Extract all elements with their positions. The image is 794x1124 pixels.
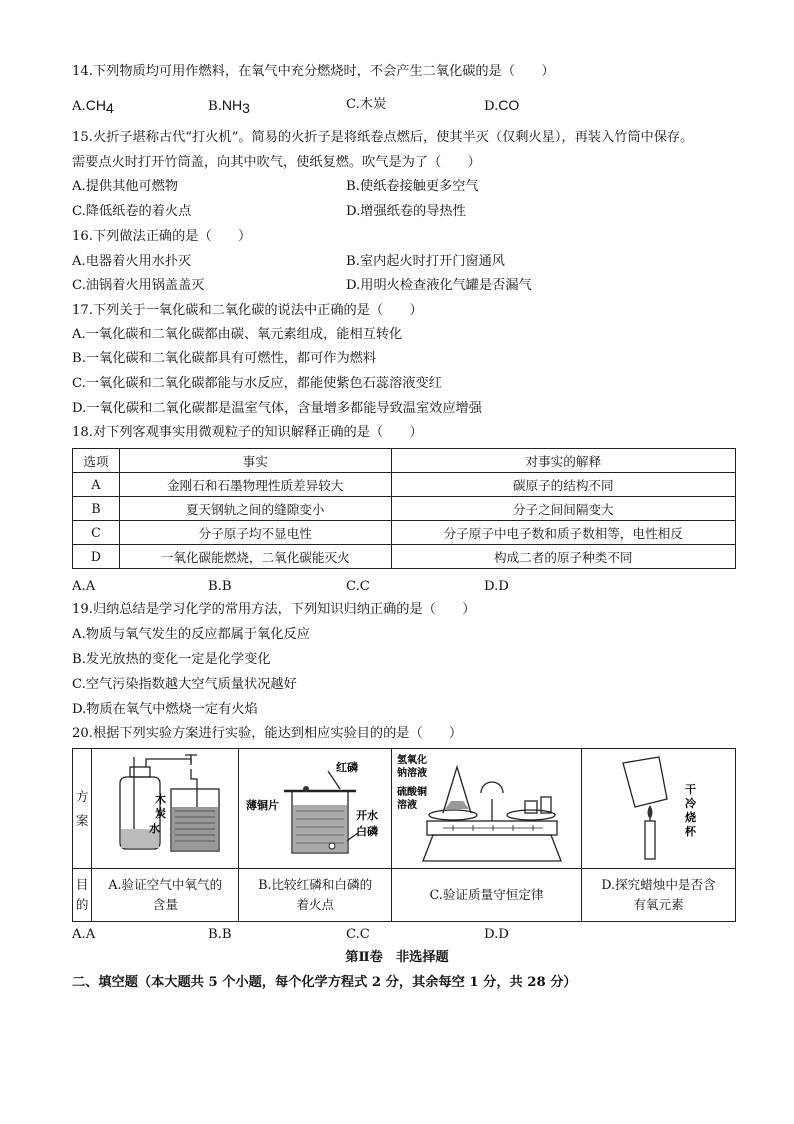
q18-answer-a: A.A	[72, 579, 96, 594]
q18-answer-d: D.D	[484, 579, 509, 594]
q20-table	[72, 748, 736, 922]
q18-cell: 构成二者的原子种类不同	[391, 545, 735, 569]
q18-header-fact: 事实	[119, 449, 391, 473]
apparatus-copper-sheet-icon	[240, 749, 391, 865]
table-row	[73, 473, 736, 497]
q20-figure-b	[239, 749, 392, 869]
q14-option-d	[484, 96, 519, 116]
q16-stem: 16.下列做法正确的是（ ）	[72, 229, 252, 244]
q18-header-row	[73, 449, 736, 473]
q20-row-label-char: 的	[75, 897, 89, 912]
q19-option-c: C.空气污染指数越大空气质量状况越好	[72, 677, 297, 692]
q15-stem-line1: 15.火折子堪称古代“打火机”。简易的火折子是将纸卷点燃后，使其半灭（仅剩火星），再装入竹筒中保存。	[72, 130, 694, 145]
q14-option-a-formula: CH	[85, 97, 106, 113]
q20-caption-line: C.验证质量守恒定律	[429, 887, 544, 902]
q15-stem-line2: 需要点火时打开竹筒盖，向其中吹气，使纸复燃。吹气是为了（ ）	[72, 155, 481, 170]
q20-figure-b-label: 薄铜片	[245, 799, 279, 812]
q14-option-b-sub: 3	[242, 100, 250, 116]
part2-title: 二、填空题（本大题共 5 个小题，每个化学方程式 2 分，其余每空 1 分，共 28 分）	[72, 975, 577, 990]
q15-option-c: C.降低纸卷的着火点	[72, 204, 192, 219]
q15-option-b: B.使纸卷接触更多空气	[346, 179, 479, 194]
q14-option-d-formula: CO	[498, 97, 520, 113]
q18-answer-c: C.C	[346, 579, 370, 594]
q20-caption-line: 着火点	[296, 897, 335, 912]
q20-answer-b: B.B	[208, 927, 232, 942]
q19-stem: 19.归纳总结是学习化学的常用方法，下列知识归纳正确的是（ ）	[72, 602, 476, 617]
q20-row-label-char: 案	[75, 812, 89, 828]
q18-cell: B	[73, 497, 120, 521]
q20-answer-c: C.C	[346, 927, 370, 942]
q20-figure-c-label: 硫酸铜	[396, 787, 427, 798]
q20-figure-d-label: 干	[684, 783, 696, 796]
q18-header-explanation: 对事实的解释	[391, 449, 735, 473]
q20-answer-a: A.A	[72, 927, 96, 942]
q20-figure-c	[392, 749, 582, 869]
apparatus-bottle-beaker-icon	[93, 749, 238, 865]
q18-cell: A	[73, 473, 120, 497]
q20-caption-b	[239, 869, 392, 922]
q20-caption-a	[92, 869, 239, 922]
table-row	[73, 521, 736, 545]
q20-caption-line: 含量	[152, 897, 178, 912]
q20-row-label-char: 方	[75, 788, 89, 804]
q20-figure-d-label: 烧	[684, 811, 696, 824]
q20-figure-c-label: 氢氧化	[396, 755, 427, 766]
q14-option-b-formula: NH	[221, 97, 243, 113]
q19-option-d: D.物质在氧气中燃烧一定有火焰	[72, 702, 258, 717]
q20-figure-a-label: 炭	[154, 807, 166, 820]
q20-figure-b-label: 白磷	[355, 825, 378, 838]
q20-row-label-purpose	[73, 869, 92, 922]
q18-header-option: 选项	[73, 449, 120, 473]
q20-figure-a-label: 水	[148, 822, 160, 835]
q18-cell: 分子原子均不显电性	[119, 521, 391, 545]
q20-caption-c	[392, 869, 582, 922]
q16-option-a: A.电器着火用水扑灭	[72, 254, 192, 269]
q18-cell: C	[73, 521, 120, 545]
q20-figure-c-label: 溶液	[396, 800, 417, 811]
q17-stem: 17.下列关于一氧化碳和二氧化碳的说法中正确的是（ ）	[72, 303, 423, 318]
q20-row-label-scheme	[73, 749, 92, 869]
q14-option-a-label: A.	[72, 99, 86, 114]
apparatus-candle-beaker-icon	[583, 749, 735, 865]
q15-option-a: A.提供其他可燃物	[72, 179, 179, 194]
q18-cell: D	[73, 545, 120, 569]
q18-cell: 一氧化碳能燃烧，二氧化碳能灭火	[119, 545, 391, 569]
apparatus-balance-icon	[393, 749, 581, 865]
q18-cell: 分子之间间隔变大	[391, 497, 735, 521]
q17-option-c: C.一氧化碳和二氧化碳都能与水反应，都能使紫色石蕊溶液变红	[72, 376, 442, 391]
q14-option-d-label: D.	[484, 99, 499, 114]
q20-caption-line: D.探究蜡烛中是否含	[601, 877, 716, 892]
q16-option-b: B.室内起火时打开门窗通风	[346, 254, 505, 269]
q20-figure-d	[582, 749, 736, 869]
q20-caption-d	[582, 869, 736, 922]
q20-caption-line: 有氧元素	[633, 897, 684, 912]
q19-option-b: B.发光放热的变化一定是化学变化	[72, 652, 271, 667]
q20-figure-a	[92, 749, 239, 869]
q18-cell: 夏天钢轨之间的缝隙变小	[119, 497, 391, 521]
q20-figure-row	[73, 749, 736, 869]
q18-table	[72, 448, 736, 569]
q14-option-b	[208, 96, 250, 117]
q19-option-a: A.物质与氧气发生的反应都属于氧化反应	[72, 627, 310, 642]
q18-stem: 18.对下列客观事实用微观粒子的知识解释正确的是（ ）	[72, 425, 423, 440]
q17-option-b: B.一氧化碳和二氧化碳都具有可燃性，都可作为燃料	[72, 351, 377, 366]
table-row	[73, 545, 736, 569]
q20-figure-b-label: 开水	[355, 809, 378, 822]
q20-caption-row	[73, 869, 736, 922]
q20-answer-d: D.D	[484, 927, 509, 942]
q20-figure-c-label: 钠溶液	[396, 768, 427, 779]
q14-option-c: C.木炭	[346, 97, 387, 112]
q14-option-a	[72, 96, 114, 117]
q20-caption-line: A.验证空气中氧气的	[108, 877, 223, 892]
q16-option-c: C.油锅着火用锅盖盖灭	[72, 278, 205, 293]
q20-row-label-char: 目	[75, 877, 89, 892]
q20-figure-b-label: 红磷	[335, 761, 358, 774]
q14-stem: 14.下列物质均可用作燃料，在氧气中充分燃烧时，不会产生二氧化碳的是（ ）	[72, 64, 555, 79]
q14-option-a-sub: 4	[105, 100, 114, 116]
q17-option-d: D.一氧化碳和二氧化碳都是温室气体，含量增多都能导致温室效应增强	[72, 401, 482, 416]
q20-figure-a-label: 木	[154, 793, 166, 806]
q18-cell: 碳原子的结构不同	[391, 473, 735, 497]
q17-option-a: A.一氧化碳和二氧化碳都由碳、氧元素组成，能相互转化	[72, 327, 403, 342]
q18-cell: 分子原子中电子数和质子数相等，电性相反	[391, 521, 735, 545]
q20-caption-line: B.比较红磷和白磷的	[258, 877, 373, 892]
section-title: 第Ⅱ卷 非选择题	[345, 950, 449, 965]
q16-option-d: D.用明火检查液化气罐是否漏气	[346, 278, 532, 293]
q20-figure-d-label: 杯	[684, 825, 696, 838]
q20-stem: 20.根据下列实验方案进行实验，能达到相应实验目的的是（ ）	[72, 726, 463, 741]
table-row	[73, 497, 736, 521]
q15-option-d: D.增强纸卷的导热性	[346, 204, 466, 219]
q18-cell: 金刚石和石墨物理性质差异较大	[119, 473, 391, 497]
q20-figure-d-label: 冷	[684, 797, 696, 810]
q18-answer-b: B.B	[208, 579, 232, 594]
q14-option-b-label: B.	[208, 99, 222, 114]
